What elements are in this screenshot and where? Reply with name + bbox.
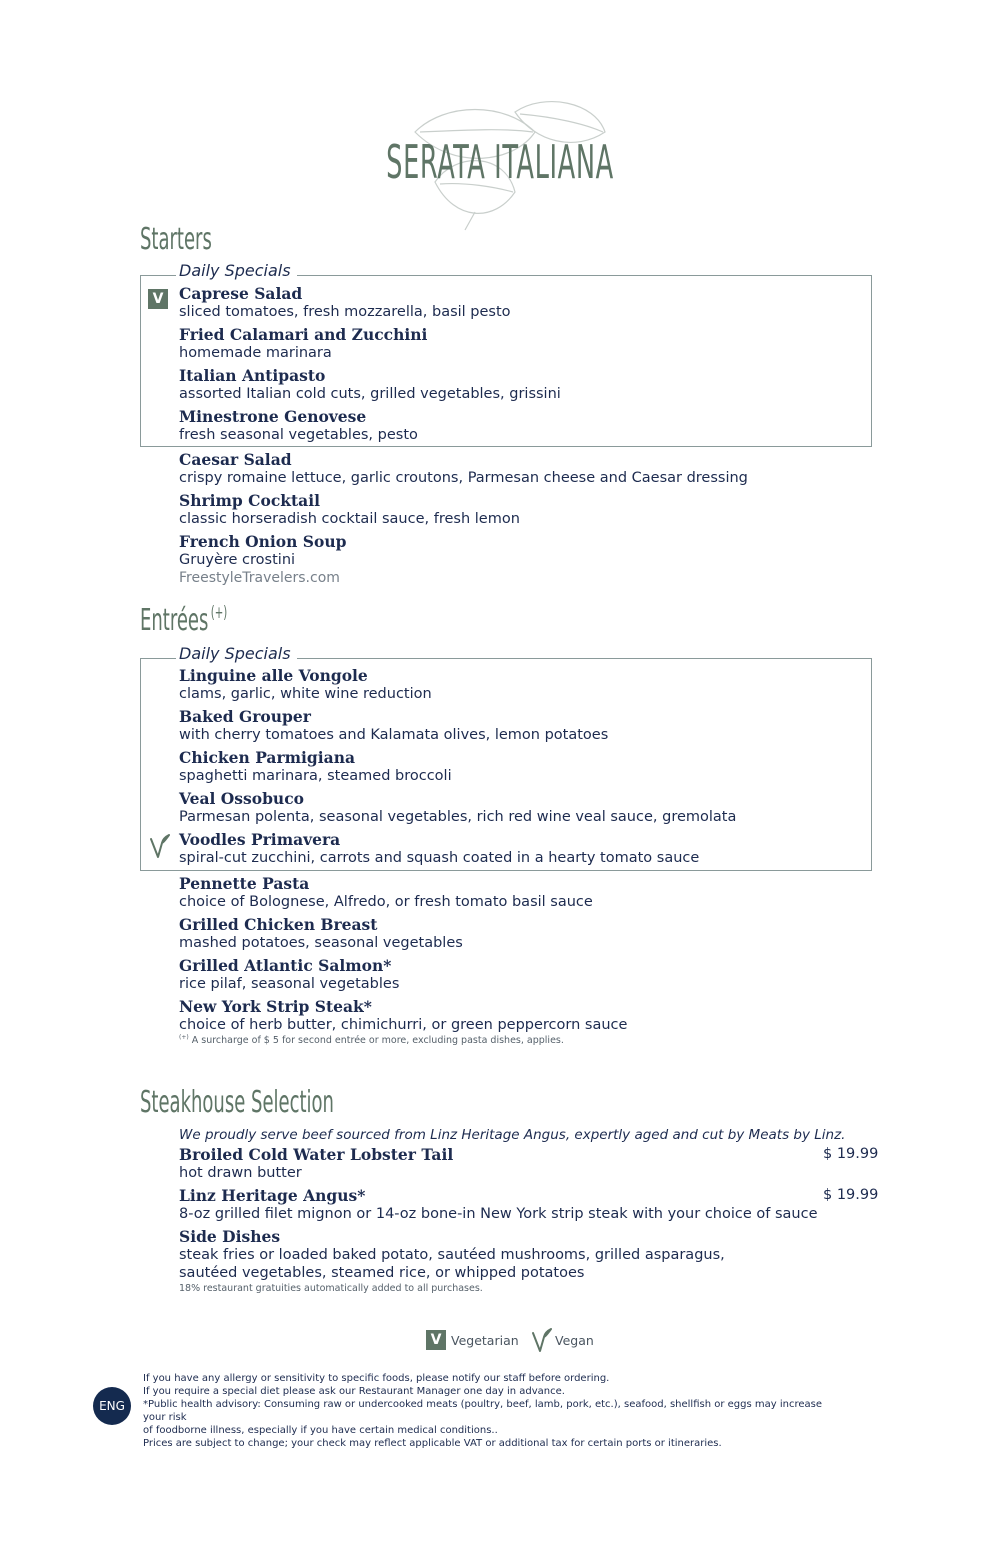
item-name: Chicken Parmigiana [179, 748, 356, 767]
item-desc: spiral-cut zucchini, carrots and squash coated in a hearty tomato sauce [179, 850, 700, 866]
item-name: Linz Heritage Angus* [179, 1186, 366, 1205]
item-desc: Parmesan polenta, seasonal vegetables, rich red wine veal sauce, gremolata [179, 809, 737, 825]
footer-line: Prices are subject to change; your check may reflect applicable VAT or additional tax for certain ports or itineraries. [143, 1438, 722, 1449]
menu-item [179, 285, 829, 321]
item-desc: homemade marinara [179, 345, 332, 361]
item-desc: with cherry tomatoes and Kalamata olives, lemon potatoes [179, 727, 609, 743]
footer-line: If you require a special diet please ask our Restaurant Manager one day in advance. [143, 1386, 565, 1397]
section-title-entrees [140, 603, 227, 638]
menu-item [179, 957, 829, 993]
vegan-leaf-icon [148, 833, 170, 859]
item-desc: choice of Bolognese, Alfredo, or fresh tomato basil sauce [179, 894, 593, 910]
menu-item [179, 533, 829, 569]
item-name: Pennette Pasta [179, 874, 310, 893]
item-name: New York Strip Steak* [179, 997, 372, 1016]
item-desc: hot drawn butter [179, 1165, 302, 1181]
item-desc: clams, garlic, white wine reduction [179, 686, 432, 702]
item-name: Shrimp Cocktail [179, 491, 320, 510]
entrees-daily-specials-label: Daily Specials [176, 644, 297, 663]
item-desc: choice of herb butter, chimichurri, or green peppercorn sauce [179, 1017, 628, 1033]
item-name: Caesar Salad [179, 450, 292, 469]
vegetarian-badge-icon: V [148, 289, 168, 309]
menu-item [179, 492, 829, 528]
footer-line: If you have any allergy or sensitivity to specific foods, please notify our staff before ordering. [143, 1373, 610, 1384]
item-name: Baked Grouper [179, 707, 311, 726]
item-name: Minestrone Genovese [179, 407, 367, 426]
item-price: $ 19.99 [823, 1187, 879, 1203]
menu-item [179, 326, 829, 362]
vegan-legend-label: Vegan [555, 1333, 594, 1348]
footer-line: of foodborne illness, especially if you have certain medical conditions.. [143, 1425, 498, 1436]
item-desc: 8-oz grilled filet mignon or 14-oz bone-in New York strip steak with your choice of sauce [179, 1206, 818, 1222]
item-desc: rice pilaf, seasonal vegetables [179, 976, 400, 992]
item-desc: sliced tomatoes, fresh mozzarella, basil pesto [179, 304, 511, 320]
item-name: Fried Calamari and Zucchini [179, 325, 428, 344]
steakhouse-intro: We proudly serve beef sourced from Linz Heritage Angus, expertly aged and cut by Meats by Linz. [179, 1127, 846, 1143]
starters-daily-specials-label: Daily Specials [176, 261, 297, 280]
footer-disclaimer [143, 1372, 823, 1450]
menu-item [179, 667, 829, 703]
menu-item [179, 1187, 829, 1223]
item-desc: steak fries or loaded baked potato, sautéed mushrooms, grilled asparagus, [179, 1247, 725, 1263]
item-name: Broiled Cold Water Lobster Tail [179, 1145, 454, 1164]
footer-line: *Public health advisory: Consuming raw or undercooked meats (poultry, beef, lamb, pork, etc.), seafood, shellfish or eggs may increase your risk [143, 1399, 822, 1423]
watermark-text: FreestyleTravelers.com [179, 570, 340, 586]
item-name: Caprese Salad [179, 284, 303, 303]
item-name: Side Dishes [179, 1227, 281, 1246]
language-badge[interactable]: ENG [93, 1387, 131, 1425]
item-name: Italian Antipasto [179, 366, 326, 385]
item-desc-continued: sautéed vegetables, steamed rice, or whipped potatoes [179, 1265, 585, 1281]
item-name: Grilled Atlantic Salmon* [179, 956, 392, 975]
menu-item [179, 1228, 829, 1282]
surcharge-note-marker: (+) [179, 1034, 189, 1041]
item-name: French Onion Soup [179, 532, 347, 551]
item-name: Voodles Primavera [179, 830, 341, 849]
menu-item [179, 916, 829, 952]
menu-item [179, 408, 829, 444]
item-name: Grilled Chicken Breast [179, 915, 378, 934]
item-desc: spaghetti marinara, steamed broccoli [179, 768, 452, 784]
section-title-entrees-text: Entrées [140, 603, 209, 638]
menu-item [179, 875, 829, 911]
item-desc: assorted Italian cold cuts, grilled vegetables, grissini [179, 386, 561, 402]
item-desc: classic horseradish cocktail sauce, fresh lemon [179, 511, 520, 527]
menu-title: SERATA ITALIANA [386, 135, 614, 189]
section-title-steakhouse: Steakhouse Selection [140, 1085, 334, 1120]
menu-item [179, 367, 829, 403]
surcharge-marker: (+) [210, 603, 228, 623]
menu-item [179, 790, 829, 826]
menu-item [179, 831, 829, 867]
menu-item [179, 708, 829, 744]
item-name: Linguine alle Vongole [179, 666, 368, 685]
vegetarian-legend-icon: V [426, 1330, 446, 1350]
vegan-legend-icon [530, 1327, 552, 1353]
menu-item [179, 998, 829, 1034]
item-name: Veal Ossobuco [179, 789, 304, 808]
item-desc: crispy romaine lettuce, garlic croutons, Parmesan cheese and Caesar dressing [179, 470, 748, 486]
item-desc: mashed potatoes, seasonal vegetables [179, 935, 463, 951]
item-desc: fresh seasonal vegetables, pesto [179, 427, 418, 443]
surcharge-note [179, 1034, 564, 1046]
gratuity-note: 18% restaurant gratuities automatically added to all purchases. [179, 1283, 483, 1294]
vegetarian-legend-label: Vegetarian [451, 1333, 519, 1348]
menu-item [179, 1146, 829, 1182]
item-desc: Gruyère crostini [179, 552, 296, 568]
surcharge-note-text: A surcharge of $ 5 for second entrée or more, excluding pasta dishes, applies. [191, 1035, 564, 1047]
item-price: $ 19.99 [823, 1146, 879, 1162]
menu-item [179, 451, 829, 487]
menu-item [179, 749, 829, 785]
section-title-starters: Starters [140, 222, 212, 257]
